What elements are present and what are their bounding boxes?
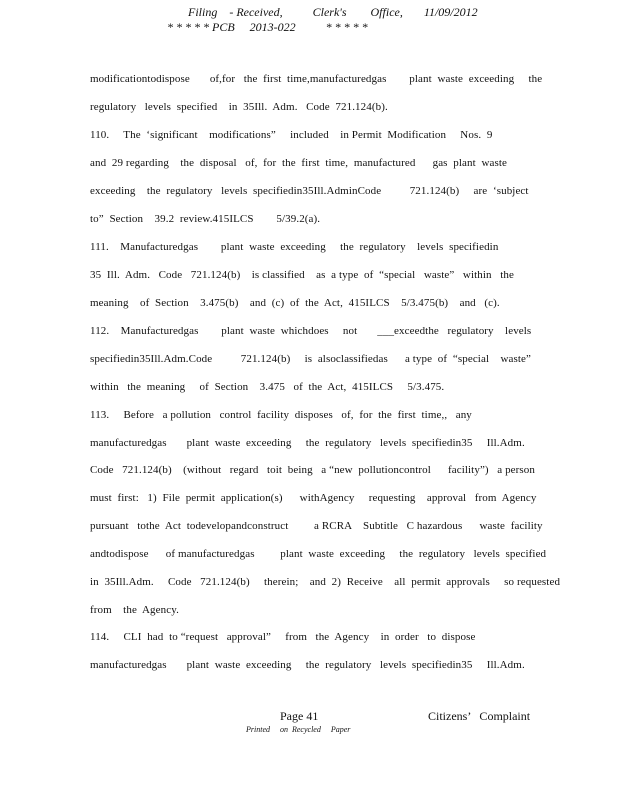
paragraph-114-start: 114. CLI had to “request approval” from the Agency in order to dispose <box>90 631 476 643</box>
body-line: meaning of Section 3.475(b) and (c) of the Act, 415ILCS 5/3.475(b) and (c). <box>90 297 500 309</box>
paragraph-110-start: 110. The ‘significant modifications” included in Permit Modification Nos. 9 <box>90 129 493 141</box>
filing-stamp-line: Filing - Received, Clerk's Office, 11/09/2012 <box>188 5 478 19</box>
paragraph-111-start: 111. Manufacturedgas plant waste exceeding the regulatory levels specifiedin <box>90 241 499 253</box>
body-line: exceeding the regulatory levels specifiedin35Ill.AdminCode 721.124(b) are ‘subject <box>90 185 529 197</box>
recycled-paper-note: Printed on Recycled Paper <box>246 725 351 734</box>
body-line: within the meaning of Section 3.475 of the Act, 415ILCS 5/3.475. <box>90 381 445 393</box>
body-line: manufacturedgas plant waste exceeding the regulatory levels specifiedin35 Ill.Adm. <box>90 659 525 671</box>
body-line: to” Section 39.2 review.415ILCS 5/39.2(a). <box>90 213 321 225</box>
body-line: manufacturedgas plant waste exceeding the regulatory levels specifiedin35 Ill.Adm. <box>90 437 525 449</box>
pcb-docket-stamp-line: * * * * * PCB 2013-022 * * * * * <box>167 20 368 34</box>
body-line: Code 721.124(b) (without regard toit being a “new pollutioncontrol facility”) a person <box>90 464 535 476</box>
body-line: regulatory levels specified in 35Ill. Adm. Code 721.124(b). <box>90 101 388 113</box>
body-line: modificationtodispose of,for the first time,manufacturedgas plant waste exceeding the <box>90 73 543 85</box>
document-title-footer: Citizens’ Complaint <box>428 709 531 723</box>
body-line: must first: 1) File permit application(s) withAgency requesting approval from Agency <box>90 492 537 504</box>
paragraph-113-start: 113. Before a pollution control facility disposes of, for the first time,, any <box>90 409 472 421</box>
body-line: 35 Ill. Adm. Code 721.124(b) is classified as a type of “special waste” within the <box>90 269 514 281</box>
body-line: andtodispose of manufacturedgas plant waste exceeding the regulatory levels specified <box>90 548 547 560</box>
body-line: pursuant tothe Act todevelopandconstruct a RCRA Subtitle C hazardous waste facility <box>90 520 543 532</box>
body-line: in 35Ill.Adm. Code 721.124(b) therein; and 2) Receive all permit approvals so requested <box>90 576 561 588</box>
paragraph-112-start: 112. Manufacturedgas plant waste whichdoes not ___exceedthe regulatory levels <box>90 325 532 337</box>
body-line: and 29 regarding the disposal of, for the first time, manufactured gas plant waste <box>90 157 507 169</box>
body-line: from the Agency. <box>90 604 179 616</box>
page-number: Page 41 <box>280 709 319 723</box>
body-line: specifiedin35Ill.Adm.Code 721.124(b) is alsoclassifiedas a type of “special waste” <box>90 353 532 365</box>
